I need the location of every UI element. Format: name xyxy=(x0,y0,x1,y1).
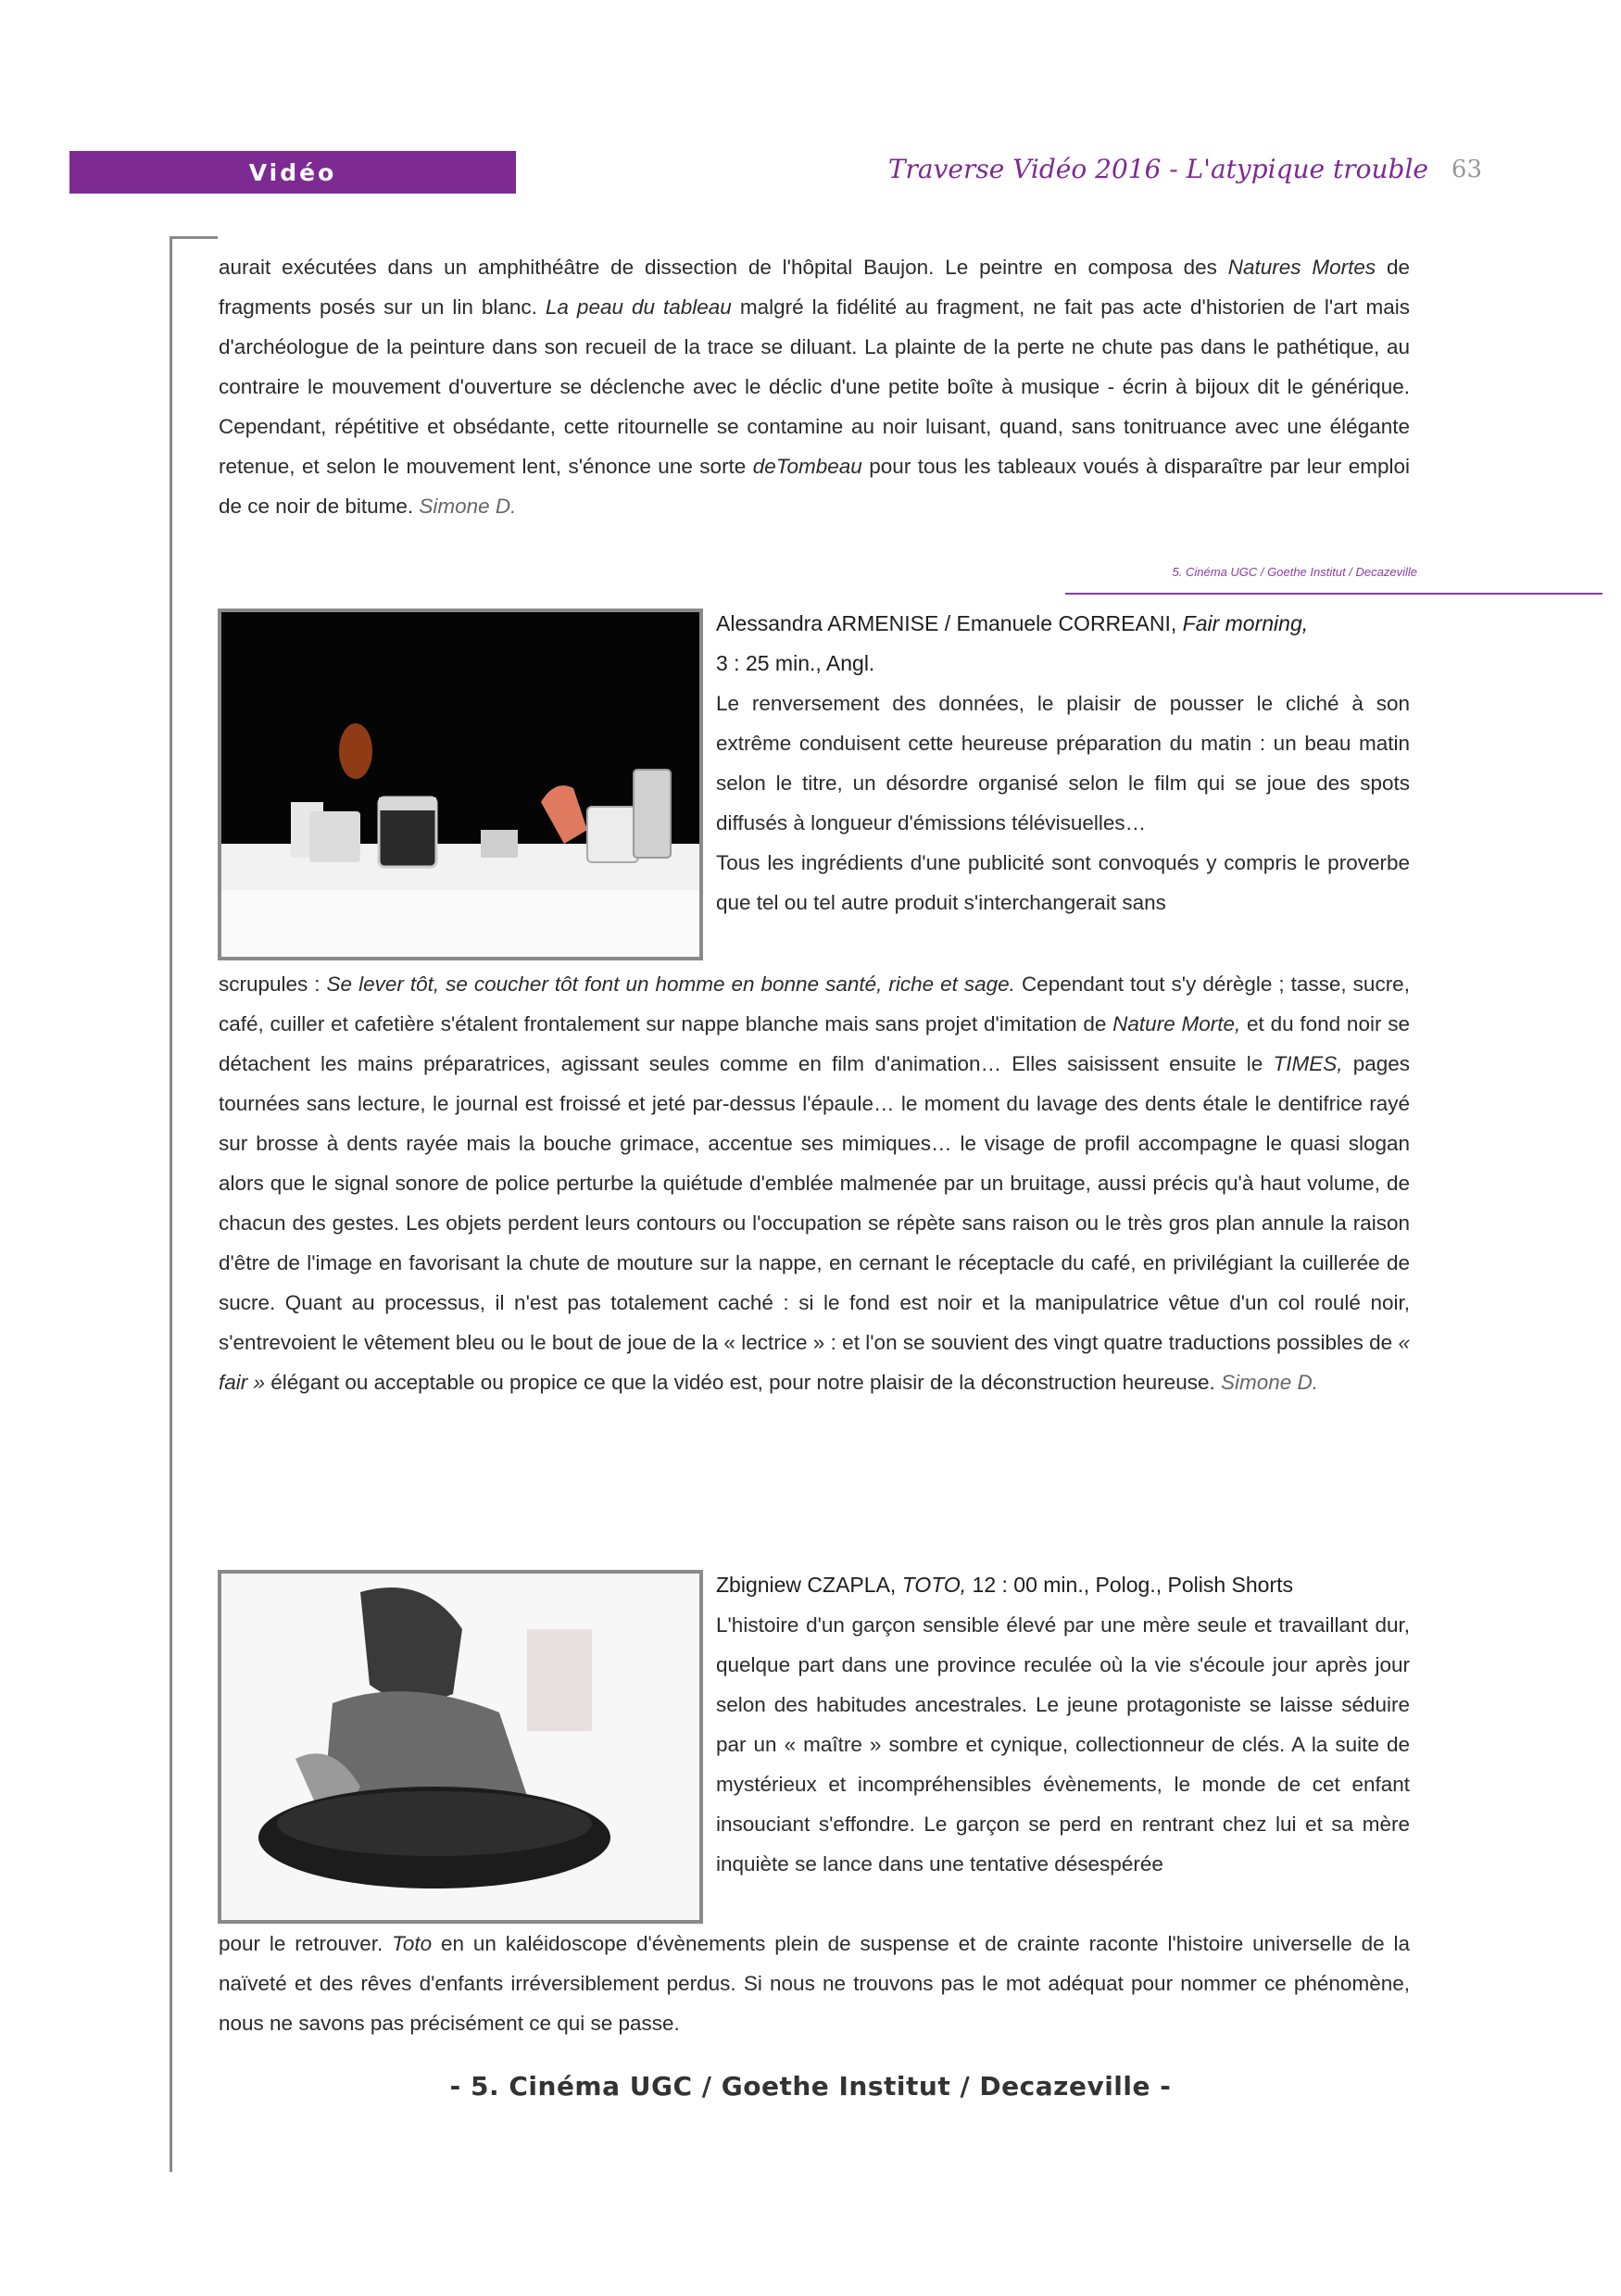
section-label-text: Vidéo xyxy=(248,158,337,186)
film2-meta: 12 : 00 min., Polog., Polish Shorts xyxy=(972,1573,1294,1597)
film1-para2-start: Tous les ingrédients d'une publicité sont convoqués y compris le proverbe que tel ou tel autre produit s'interchangerait sans xyxy=(716,851,1410,914)
film2-para-start: L'histoire d'un garçon sensible élevé par une mère seule et travaillant dur, quelque part dans une province reculée où la vie s'écoule jour après jour selon des habitudes ancestrales. Le jeune protagoniste se laisse séduire par un « maître » sombre et cynique, collectionneur de clés. A la suite de mystérieux et incompréhensibles évènements, le monde de cet enfant insouciant s'effondre. Le garçon se perd en rentrant chez lui et sa mère inquiète se lance dans une tentative désespérée xyxy=(716,1613,1410,1876)
film1-signature: Simone D. xyxy=(1220,1371,1319,1394)
still-life-illustration xyxy=(221,612,699,957)
film1-title: Fair morning, xyxy=(1182,611,1309,635)
film1-cont-d: pages tournées sans lecture, le journal est froissé et jeté par-dessus l'épaule… le moment du lavage des dents étale le dentifrice rayé sur brosse à dents rayée mais la bouche grimace, accentue ses mimiques… le visage de profil accompagne le quasi slogan alors que le signal sonore de police perturbe la quiétude d'emblée malmenée par un bruitage, aussi précis qu'à haut volume, de chacun des gestes. Les objets perdent leurs contours ou l'occupation se répète sans raison ou le très gros plan annule la raison d'être de l'image en favorisant la chute de mouture sur la nappe, en cernant le réceptacle du café, en privilégiant la cuillerée de sucre. Quant au processus, il n'est pas totalement caché : si le fond est noir et la manipulatrice vêtue d'un col roulé noir, s'entrevoient le vêtement bleu ou le bout de joue de la « lectrice » : et l'on se souvient des vingt quatre traductions possibles de xyxy=(219,1052,1410,1354)
intro-signature: Simone D. xyxy=(419,495,517,518)
footer-venue: - 5. Cinéma UGC / Goethe Institut / Decazeville - xyxy=(449,2071,1172,2102)
film2-title: TOTO, xyxy=(901,1573,967,1597)
page-number: 63 xyxy=(1451,156,1482,183)
running-title: Traverse Vidéo 2016 - L'atypique trouble xyxy=(887,154,1428,184)
film-still-fair-morning xyxy=(218,609,703,960)
film1-cont-e: élégant ou acceptable ou propice ce que la vidéo est, pour notre plaisir de la déconstruction heureuse. xyxy=(270,1371,1215,1394)
boy-basin-illustration xyxy=(221,1574,699,1920)
intro-text: aurait exécutées dans un amphithéâtre de dissection de l'hôpital Baujon. Le peintre en composa des Natures Mortes de fragments posés sur un lin blanc. La peau du tableau malgré la fidélité au fragment, ne fait pas acte d'historien de l'art mais d'archéologue de la peinture dans son recueil de la trace se diluant. La plainte de la perte ne chute pas dans le pathétique, au contraire le mouvement d'ouverture se déclenche avec le déclic d'une petite boîte à musique - écrin à bijoux dit le générique. Cependant, répétitive et obsédante, cette ritournelle se contamine au noir luisant, quand, sans tonitruance avec une élégante retenue, et selon le mouvement lent, s'énonce une sorte deTombeau pour tous les tableaux voués à disparaître par leur emploi de ce noir de bitume. Simone D. xyxy=(219,256,1410,518)
film1-authors: Alessandra ARMENISE / Emanuele CORREANI, xyxy=(716,611,1177,635)
margin-rule-vertical xyxy=(170,236,172,2172)
film2-cont-b: en un kaléidoscope d'évènements plein de suspense et de crainte raconte l'histoire universelle de la naïveté et des rêves d'enfants irréversiblement perdus. Si nous ne trouvons pas le mot adéquat pour nommer ce phénomène, nous ne savons pas précisément ce qui se passe. xyxy=(219,1932,1410,2035)
film1-column xyxy=(716,604,1410,922)
film1-cont-a: scrupules : xyxy=(219,972,320,996)
film1-proverb: Se lever tôt, se coucher tôt font un homme en bonne santé, riche et sage. xyxy=(326,972,1015,996)
film2-toto: Toto xyxy=(392,1932,433,1955)
film1-cont-c: et du fond noir se détachent les mains préparatrices, agissant seules comme en film d'animation… Elles saisissent ensuite le xyxy=(219,1012,1410,1075)
venue-tag: 5. Cinéma UGC / Goethe Institut / Decazeville xyxy=(1172,565,1417,579)
film1-heading xyxy=(716,604,1410,684)
film2-cont-a: pour le retrouver. xyxy=(219,1932,383,1955)
film1-para1: Le renversement des données, le plaisir de pousser le cliché à son extrême conduisent cette heureuse préparation du matin : un beau matin selon le titre, un désordre organisé selon le film qui se joue des spots diffusés à longueur d'émissions télévisuelles… xyxy=(716,692,1410,834)
venue-rule xyxy=(1065,593,1602,595)
film2-continuation xyxy=(219,1924,1410,2043)
film1-continuation xyxy=(219,964,1410,1402)
film2-author: Zbigniew CZAPLA, xyxy=(716,1573,897,1597)
margin-rule-horizontal xyxy=(170,236,218,239)
section-label xyxy=(69,151,516,194)
film1-times: TIMES, xyxy=(1273,1052,1343,1075)
film2-column xyxy=(716,1565,1410,1884)
intro-paragraph xyxy=(219,247,1410,526)
film1-meta: 3 : 25 min., Angl. xyxy=(716,651,875,675)
film1-cont-b: Cependant tout s'y dérègle ; tasse, sucre, café, cuiller et cafetière s'étalent frontalement sur nappe blanche mais sans projet d'imitation de xyxy=(219,972,1410,1035)
film-still-toto xyxy=(218,1570,703,1924)
film1-fair: « fair » xyxy=(219,1331,1410,1394)
film1-nature-morte: Nature Morte, xyxy=(1112,1012,1241,1035)
film2-heading xyxy=(716,1565,1410,1605)
